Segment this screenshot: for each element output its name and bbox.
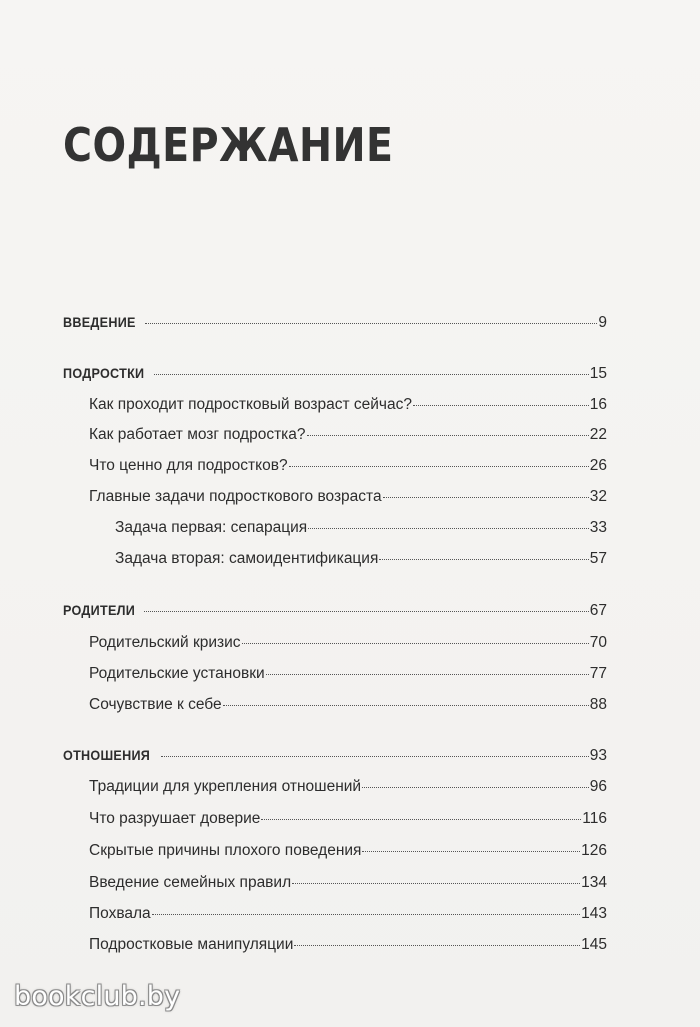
toc-entry <box>89 394 607 416</box>
toc-entry <box>89 776 607 798</box>
toc-entry-label: ВВЕДЕНИЕ <box>63 314 136 330</box>
toc-page-number: 26 <box>589 457 607 474</box>
toc-dot-leader <box>307 434 589 436</box>
toc-entry <box>89 840 607 862</box>
toc-dot-leader <box>383 496 589 498</box>
toc-page-number: 93 <box>589 747 607 764</box>
toc-page-number: 32 <box>589 488 607 505</box>
toc-entry <box>89 872 607 894</box>
toc-dot-leader <box>294 944 580 946</box>
toc-entry-label: Задача первая: сепарация <box>115 519 308 536</box>
toc-dot-leader <box>223 704 589 706</box>
toc-dot-leader <box>261 818 581 820</box>
toc-entry-label: Задача вторая: самоидентификация <box>115 550 379 567</box>
toc-dot-leader <box>289 465 589 467</box>
toc-page-number: 9 <box>598 314 607 331</box>
toc-page-number: 126 <box>581 842 607 859</box>
toc-entry-label: Введение семейных правил <box>89 874 292 891</box>
toc-entry <box>89 486 607 508</box>
toc-entry-label: Как проходит подростковый возраст сейчас? <box>89 396 412 413</box>
toc-page-number: 96 <box>589 778 607 795</box>
toc-page-number: 134 <box>581 874 607 891</box>
toc-entry-label: Традиции для укрепления отношений <box>89 778 362 795</box>
toc-entry-label: ПОДРОСТКИ <box>63 365 145 381</box>
toc-entry-label: Родительские установки <box>89 665 265 682</box>
toc-entry-label: Сочувствие к себе <box>89 696 222 713</box>
toc-page-number: 88 <box>589 696 607 713</box>
toc-dot-leader <box>154 373 588 375</box>
toc-dot-leader <box>161 755 589 757</box>
toc-entry-label: Что разрушает доверие <box>89 810 261 827</box>
toc-page-number: 116 <box>582 810 607 827</box>
toc-entry <box>89 632 607 654</box>
toc-entry-label: ОТНОШЕНИЯ <box>63 747 151 763</box>
toc-page-number: 16 <box>589 396 607 413</box>
toc-page-number: 57 <box>589 550 607 567</box>
toc-entry <box>89 663 607 685</box>
toc-dot-leader <box>362 786 589 788</box>
toc-dot-leader <box>308 527 589 529</box>
toc-dot-leader <box>145 322 598 324</box>
toc-entry <box>89 694 607 716</box>
toc-entry-label: РОДИТЕЛИ <box>63 602 136 618</box>
toc-entry <box>115 548 607 570</box>
toc-dot-leader <box>144 610 589 612</box>
toc-entry <box>89 808 607 830</box>
toc-dot-leader <box>379 558 588 560</box>
page-title: СОДЕРЖАНИЕ <box>63 118 394 172</box>
toc-entry-label: Что ценно для подростков? <box>89 457 288 474</box>
toc-section-entry <box>63 362 607 384</box>
toc-entry <box>89 424 607 446</box>
toc-section-entry <box>63 744 607 766</box>
toc-entry-label: Похвала <box>89 905 151 922</box>
toc-entry <box>115 517 607 539</box>
watermark-logo: bookclub.by <box>14 981 181 1012</box>
toc-page-number: 67 <box>589 602 607 619</box>
toc-dot-leader <box>292 882 580 884</box>
toc-page-number: 77 <box>589 665 607 682</box>
toc-page-number: 15 <box>589 365 607 382</box>
toc-entry-label: Главные задачи подросткового возраста <box>89 488 382 505</box>
toc-page-number: 145 <box>581 936 607 953</box>
toc-page-number: 143 <box>581 905 607 922</box>
toc-dot-leader <box>413 404 589 406</box>
toc-dot-leader <box>266 673 589 675</box>
toc-section-entry <box>63 599 607 621</box>
toc-dot-leader <box>242 642 589 644</box>
toc-page-number: 33 <box>589 519 607 536</box>
toc-dot-leader <box>152 913 580 915</box>
toc-page-number: 22 <box>589 426 607 443</box>
toc-entry-label: Родительский кризис <box>89 634 241 651</box>
toc-page-number: 70 <box>589 634 607 651</box>
toc-entry-label: Подростковые манипуляции <box>89 936 294 953</box>
toc-section-entry <box>63 311 607 333</box>
toc-dot-leader <box>362 850 580 852</box>
toc-entry-label: Скрытые причины плохого поведения <box>89 842 362 859</box>
toc-entry <box>89 455 607 477</box>
toc-entry <box>89 934 607 956</box>
toc-entry <box>89 903 607 925</box>
toc-entry-label: Как работает мозг подростка? <box>89 426 306 443</box>
